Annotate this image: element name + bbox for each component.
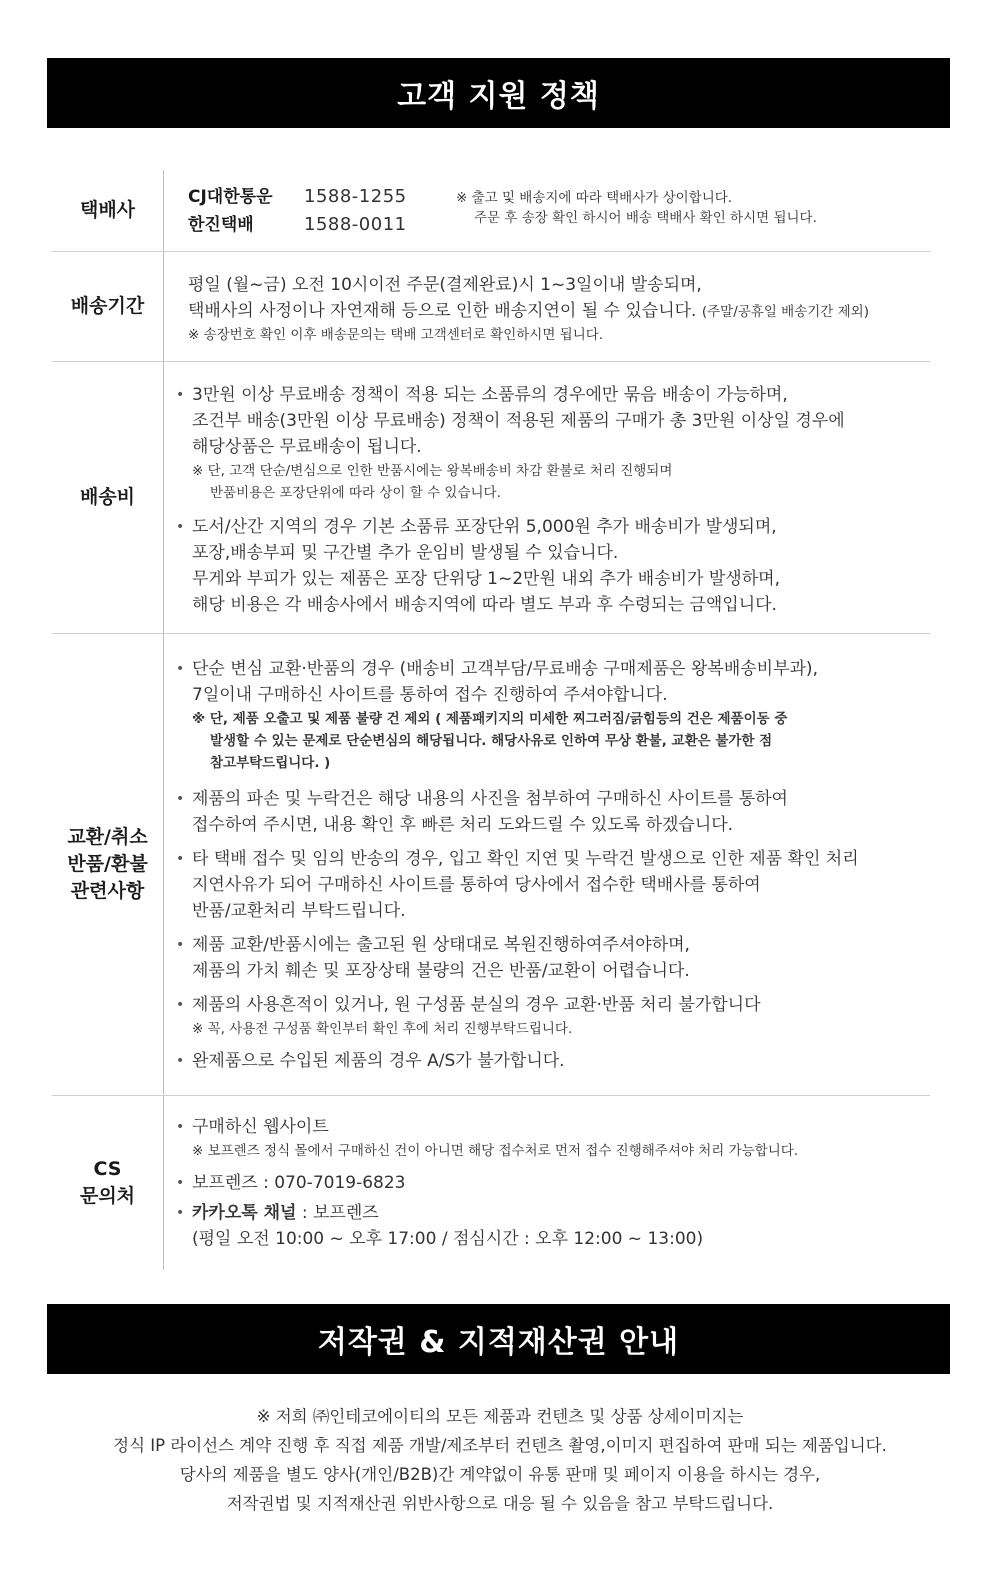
exchange-bullet [178, 1048, 930, 1074]
exchange-bullet [178, 656, 930, 774]
bullet-note: 반품비용은 포장단위에 따라 상이 할 수 있습니다. [210, 485, 501, 501]
courier-note-line: 주문 후 송장 확인 하시어 배송 택배사 확인 하시면 됩니다. [474, 210, 817, 226]
bullet-line: • 타 택배 접수 및 임의 반송의 경우, 입고 확인 지연 및 누락건 발생으로 인한 제품 확인 처리 [192, 849, 859, 869]
delivery-period-text: 택배사의 사정이나 자연재해 등으로 인한 배송지연이 될 수 있습니다. [188, 301, 697, 321]
shipping-fee-bullet [178, 514, 930, 618]
cs-label-line: 문의처 [79, 1185, 136, 1207]
delivery-period-note: ※ 송장번호 확인 이후 배송문의는 택배 고객센터로 확인하시면 됩니다. [188, 327, 604, 343]
cs-phone: 070-7019-6823 [274, 1173, 406, 1193]
bullet-line: 제품의 가치 훼손 및 포장상태 불량의 건은 반품/교환이 어렵습니다. [192, 961, 690, 981]
exchange-label-line: 교환/취소 [67, 826, 148, 848]
bullet-line: • 제품의 사용흔적이 있거나, 원 구성품 분실의 경우 교환·반품 처리 불가합니다 [192, 995, 761, 1015]
bullet-line: 포장,배송부피 및 구간별 추가 운임비 발생될 수 있습니다. [192, 543, 619, 563]
bullet-line: 반품/교환처리 부탁드립니다. [192, 901, 406, 921]
courier-item [188, 210, 439, 238]
copyright-banner [47, 1304, 950, 1374]
bullet-line: • 완제품으로 수입된 제품의 경우 A/S가 불가합니다. [192, 1051, 565, 1071]
cs-phone-label: 보프렌즈 : [192, 1173, 269, 1193]
copyright-line: 저작권법 및 지적재산권 위반사항으로 대응 될 수 있음을 참고 부탁드립니다. [226, 1494, 774, 1513]
cs-row [52, 1096, 930, 1270]
bullet-line: 조건부 배송(3만원 이상 무료배송) 정책이 적용된 제품의 구매가 총 3만원 이상일 경우에 [192, 411, 845, 431]
bullet-note: ※ 보프렌즈 정식 몰에서 구매하신 건이 아니면 해당 접수처로 먼저 접수 진행해주셔야 처리 가능합니다. [192, 1143, 799, 1159]
bullet-line: • 단순 변심 교환·반품의 경우 (배송비 고객부담/무료배송 구매제품은 왕복배송비부과), [192, 659, 818, 679]
bullet-line: • 구매하신 웹사이트 [192, 1117, 329, 1137]
copyright-line: 당사의 제품을 별도 양사(개인/B2B)간 계약없이 유통 판매 및 페이지 이용을 하시는 경우, [179, 1465, 821, 1484]
courier-name: CJ대한통운 [188, 187, 273, 207]
bullet-note: ※ 단, 고객 단순/변심으로 인한 반품시에는 왕복배송비 차감 환불로 처리 진행되며 [192, 463, 673, 479]
bullet-line: 해당 비용은 각 배송사에서 배송지역에 따라 별도 부과 후 수령되는 금액입니다. [192, 595, 777, 615]
exchange-bullet [178, 992, 930, 1040]
bullet-line: • 도서/산간 지역의 경우 기본 소품류 포장단위 5,000원 추가 배송비가 발생되며, [192, 517, 777, 537]
bullet-note: 참고부탁드립니다. ) [210, 755, 331, 771]
courier-row [52, 170, 930, 252]
cs-bullet [178, 1170, 930, 1196]
courier-note [456, 188, 817, 228]
bullet-note: 발생할 수 있는 문제로 단순변심의 해당됩니다. 해당사유로 인하여 무상 환불, 교환은 불가한 점 [210, 733, 773, 749]
bullet-line: 7일이내 구매하신 사이트를 통하여 접수 진행하여 주셔야합니다. [192, 685, 668, 705]
bullet-line: • 제품 교환/반품시에는 출고된 원 상태대로 복원진행하여주셔야하며, [192, 935, 690, 955]
cs-content [178, 1114, 930, 1252]
bullet-note: ※ 단, 제품 오출고 및 제품 불량 건 제외 ( 제품패키지의 미세한 찌그러짐/긁힘등의 건은 제품이동 중 [192, 711, 788, 727]
exchange-content [178, 656, 930, 1074]
bullet-line: • 제품의 파손 및 누락건은 해당 내용의 사진을 첨부하여 구매하신 사이트를 통하여 [192, 789, 788, 809]
courier-phone: 1588-0011 [304, 214, 407, 235]
exchange-bullet [178, 846, 930, 924]
cs-kakao-value: : 보프렌즈 [301, 1203, 379, 1223]
delivery-period-line: 평일 (월~금) 오전 10시이전 주문(결제완료)시 1~3일이내 발송되며, [188, 275, 702, 295]
cs-hours: (평일 오전 10:00 ~ 오후 17:00 / 점심시간 : 오후 12:00 ~ 13:00) [192, 1229, 704, 1249]
courier-phone: 1588-1255 [304, 186, 407, 207]
policy-banner [47, 58, 950, 128]
cs-bullet [178, 1114, 930, 1162]
bullet-line: 지연사유가 되어 구매하신 사이트를 통하여 당사에서 접수한 택배사를 통하여 [192, 875, 761, 895]
exchange-label-line: 반품/환불 [67, 853, 148, 875]
cs-label [52, 1096, 164, 1270]
cs-bullet [178, 1200, 930, 1252]
exchange-bullet [178, 932, 930, 984]
exchange-row [52, 634, 930, 1096]
courier-list [188, 182, 439, 238]
courier-note-line: ※ 출고 및 배송지에 따라 택배사가 상이합니다. [456, 190, 733, 206]
copyright-banner-title: 저작권 & 지적재산권 안내 [317, 1325, 680, 1360]
courier-label: 택배사 [52, 170, 164, 251]
courier-name: 한진택배 [188, 215, 254, 235]
delivery-period-row [52, 252, 930, 362]
cs-label-line: CS [93, 1158, 122, 1180]
bullet-line: 해당상품은 무료배송이 됩니다. [192, 437, 422, 457]
shipping-fee-content [178, 382, 930, 618]
bullet-note: ※ 꼭, 사용전 구성품 확인부터 확인 후에 처리 진행부탁드립니다. [192, 1021, 573, 1037]
shipping-fee-label: 배송비 [52, 362, 164, 633]
delivery-period-label: 배송기간 [52, 252, 164, 361]
policy-banner-title: 고객 지원 정책 [397, 79, 600, 114]
delivery-period-content [188, 272, 930, 346]
exchange-label [52, 634, 164, 1095]
bullet-line: 접수하여 주시면, 내용 확인 후 빠른 처리 도와드릴 수 있도록 하겠습니다. [192, 815, 734, 835]
bullet-line: 무게와 부피가 있는 제품은 포장 단위당 1~2만원 내외 추가 배송비가 발생하며, [192, 569, 780, 589]
copyright-line: ※ 저희 ㈜인테코에이티의 모든 제품과 컨텐츠 및 상품 상세이미지는 [256, 1407, 744, 1426]
copyright-notice [0, 1402, 1000, 1518]
shipping-fee-row [52, 362, 930, 634]
cs-kakao-label: 카카오톡 채널 [192, 1203, 297, 1223]
delivery-period-line [188, 298, 930, 324]
delivery-period-exclusion: (주말/공휴일 배송기간 제외) [701, 304, 869, 320]
courier-item [188, 182, 439, 210]
shipping-fee-bullet [178, 382, 930, 504]
bullet-line: • 3만원 이상 무료배송 정책이 적용 되는 소품류의 경우에만 묶음 배송이 가능하며, [192, 385, 788, 405]
exchange-label-line: 관련사항 [70, 880, 145, 902]
copyright-line: 정식 IP 라이선스 계약 진행 후 직접 제품 개발/제조부터 컨텐츠 촬영,이미지 편집하여 판매 되는 제품입니다. [113, 1436, 887, 1455]
exchange-bullet [178, 786, 930, 838]
